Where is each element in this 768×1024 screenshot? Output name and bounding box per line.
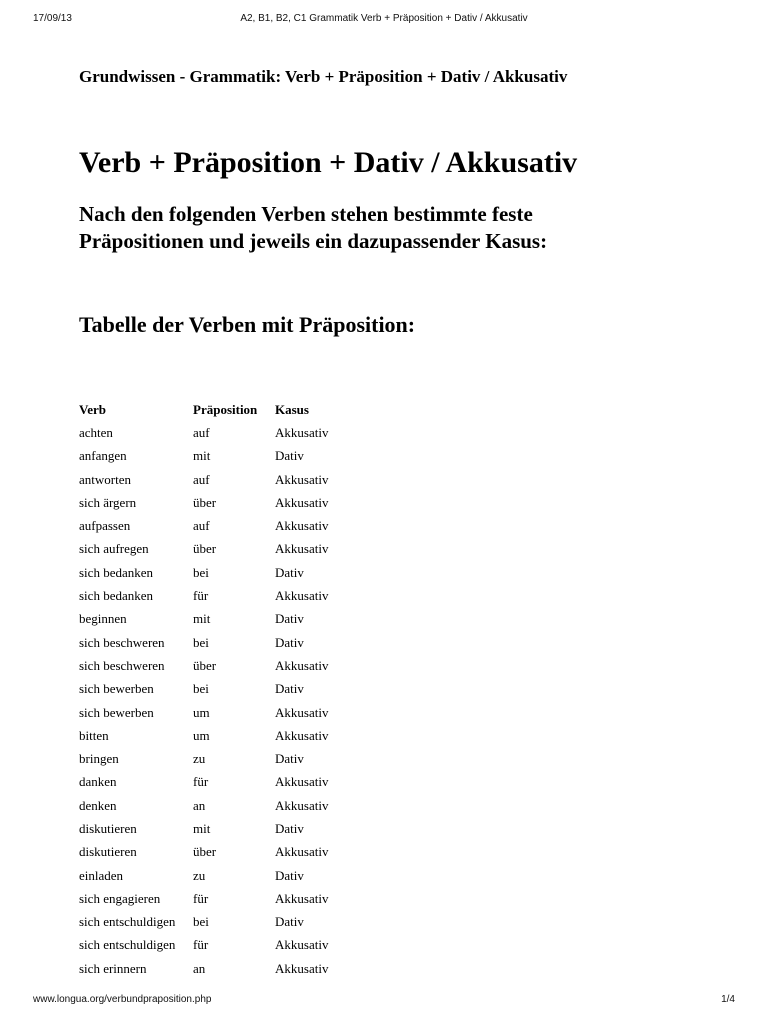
table-row — [79, 631, 375, 654]
cell-preposition: für — [193, 774, 209, 790]
cell-verb: sich beschweren — [79, 634, 165, 650]
cell-case: Dativ — [275, 820, 304, 836]
cell-preposition: bei — [193, 564, 209, 580]
cell-case: Akkusativ — [275, 727, 329, 743]
column-header-preposition: Präposition — [193, 401, 258, 417]
table-row — [79, 841, 375, 864]
table-row — [79, 468, 375, 491]
cell-preposition: über — [193, 844, 217, 860]
cell-preposition: um — [193, 727, 210, 743]
cell-case: Akkusativ — [275, 588, 329, 604]
cell-case: Dativ — [275, 751, 304, 767]
cell-preposition: bei — [193, 914, 209, 930]
table-row — [79, 957, 375, 980]
cell-verb: diskutieren — [79, 820, 137, 836]
table-row — [79, 771, 375, 794]
cell-preposition: zu — [193, 867, 206, 883]
table-heading: Tabelle der Verben mit Präposition: — [79, 312, 416, 337]
cell-case: Akkusativ — [275, 471, 329, 487]
table-row — [79, 421, 375, 444]
cell-preposition: auf — [193, 518, 210, 534]
print-document-title: A2, B1, B2, C1 Grammatik Verb + Präposition + Dativ / Akkusativ — [240, 13, 528, 24]
page-title: Verb + Präposition + Dativ / Akkusativ — [79, 146, 578, 179]
cell-preposition: mit — [193, 448, 211, 464]
table-row — [79, 514, 375, 537]
table-row — [79, 794, 375, 817]
cell-verb: sich bedanken — [79, 588, 154, 604]
table-row — [79, 654, 375, 677]
cell-verb: sich entschuldigen — [79, 937, 176, 953]
cell-case: Dativ — [275, 611, 304, 627]
cell-case: Akkusativ — [275, 844, 329, 860]
table-row — [79, 538, 375, 561]
cell-case: Akkusativ — [275, 424, 329, 440]
cell-preposition: über — [193, 657, 217, 673]
table-row — [79, 887, 375, 910]
cell-verb: denken — [79, 797, 117, 813]
cell-verb: sich aufregen — [79, 541, 149, 557]
cell-verb: bitten — [79, 727, 109, 743]
cell-case: Akkusativ — [275, 494, 329, 510]
cell-verb: beginnen — [79, 611, 127, 627]
cell-verb: bringen — [79, 751, 119, 767]
table-row — [79, 445, 375, 468]
table-row — [79, 747, 375, 770]
cell-case: Akkusativ — [275, 774, 329, 790]
table-row — [79, 817, 375, 840]
cell-verb: diskutieren — [79, 844, 137, 860]
cell-case: Akkusativ — [275, 541, 329, 557]
cell-preposition: über — [193, 494, 217, 510]
print-header — [0, 13, 768, 33]
cell-preposition: zu — [193, 751, 206, 767]
cell-verb: sich bewerben — [79, 704, 154, 720]
cell-verb: achten — [79, 424, 113, 440]
cell-verb: sich erinnern — [79, 960, 147, 976]
column-header-verb: Verb — [79, 401, 106, 417]
cell-preposition: über — [193, 541, 217, 557]
cell-case: Akkusativ — [275, 657, 329, 673]
cell-case: Dativ — [275, 634, 304, 650]
print-footer — [0, 994, 768, 1014]
cell-preposition: auf — [193, 424, 210, 440]
cell-verb: sich ärgern — [79, 494, 137, 510]
cell-case: Dativ — [275, 564, 304, 580]
table-row — [79, 678, 375, 701]
cell-case: Dativ — [275, 914, 304, 930]
cell-preposition: bei — [193, 634, 209, 650]
cell-verb: antworten — [79, 471, 131, 487]
cell-preposition: bei — [193, 681, 209, 697]
cell-verb: sich beschweren — [79, 657, 165, 673]
table-row — [79, 491, 375, 514]
table-row — [79, 864, 375, 887]
intro-line-1: Nach den folgenden Verben stehen bestimmte feste — [79, 202, 533, 226]
cell-verb: sich engagieren — [79, 890, 161, 906]
cell-case: Dativ — [275, 867, 304, 883]
cell-preposition: auf — [193, 471, 210, 487]
cell-preposition: an — [193, 960, 206, 976]
table-row — [79, 584, 375, 607]
cell-verb: sich bewerben — [79, 681, 154, 697]
cell-preposition: für — [193, 937, 209, 953]
cell-case: Akkusativ — [275, 890, 329, 906]
cell-preposition: für — [193, 588, 209, 604]
cell-preposition: für — [193, 890, 209, 906]
cell-preposition: mit — [193, 820, 211, 836]
table-row — [79, 608, 375, 631]
cell-case: Dativ — [275, 448, 304, 464]
page-number: 1/4 — [721, 994, 735, 1005]
verb-preposition-table — [79, 398, 375, 980]
cell-preposition: um — [193, 704, 210, 720]
cell-verb: sich entschuldigen — [79, 914, 176, 930]
table-row — [79, 701, 375, 724]
table-row — [79, 911, 375, 934]
cell-case: Akkusativ — [275, 518, 329, 534]
cell-case: Akkusativ — [275, 960, 329, 976]
cell-preposition: an — [193, 797, 206, 813]
cell-verb: danken — [79, 774, 117, 790]
cell-case: Akkusativ — [275, 704, 329, 720]
table-row — [79, 724, 375, 747]
table-row — [79, 561, 375, 584]
intro-line-2: Präpositionen und jeweils ein dazupassender Kasus: — [79, 229, 548, 253]
cell-preposition: mit — [193, 611, 211, 627]
cell-case: Akkusativ — [275, 937, 329, 953]
cell-case: Akkusativ — [275, 797, 329, 813]
table-body — [79, 421, 375, 980]
table-row — [79, 934, 375, 957]
cell-verb: anfangen — [79, 448, 127, 464]
table-header-row — [79, 398, 375, 421]
cell-case: Dativ — [275, 681, 304, 697]
cell-verb: einladen — [79, 867, 124, 883]
cell-verb: aufpassen — [79, 518, 131, 534]
column-header-case: Kasus — [275, 401, 309, 417]
print-date: 17/09/13 — [33, 13, 72, 24]
cell-verb: sich bedanken — [79, 564, 154, 580]
site-title: Grundwissen - Grammatik: Verb + Präposition + Dativ / Akkusativ — [79, 67, 568, 86]
intro-paragraph — [79, 201, 699, 255]
print-url: www.longua.org/verbundpraposition.php — [33, 994, 212, 1005]
